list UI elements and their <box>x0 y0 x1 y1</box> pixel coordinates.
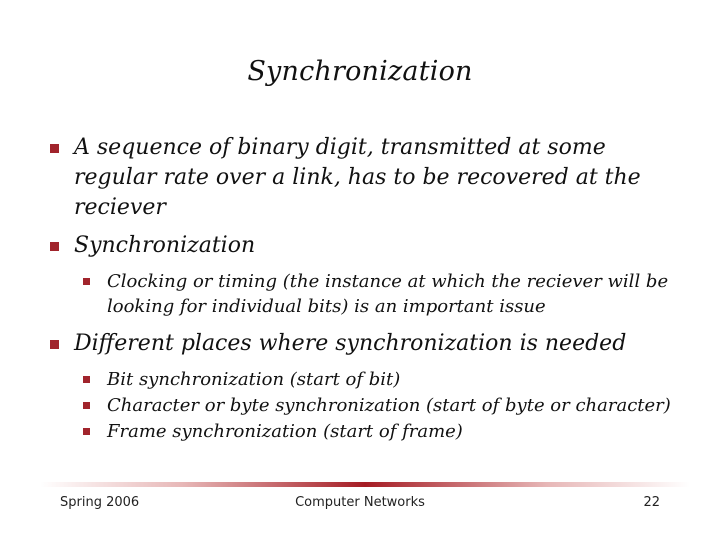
sub-bullet-item <box>83 269 680 319</box>
square-bullet-icon <box>83 428 90 435</box>
bullet-list <box>50 133 680 445</box>
sub-bullet-text: Bit synchronization (start of bit) <box>107 369 401 390</box>
square-bullet-icon <box>83 376 90 383</box>
square-bullet-icon <box>50 242 59 251</box>
square-bullet-icon <box>50 340 59 349</box>
footer-date: Spring 2006 <box>60 495 140 510</box>
sub-bullet-text: Character or byte synchronization (start of byte or character) <box>107 395 671 416</box>
footer-course: Computer Networks <box>295 495 425 510</box>
sub-bullet-list <box>83 367 680 444</box>
sub-bullet-item <box>83 393 680 418</box>
bullet-item <box>50 329 680 359</box>
bullet-item <box>50 231 680 261</box>
square-bullet-icon <box>50 144 59 153</box>
bullet-text: Different places where synchronization is needed <box>74 331 627 356</box>
sub-bullet-list <box>83 269 680 319</box>
bullet-text: A sequence of binary digit, transmitted at some regular rate over a link, has to be recovered at the reciever <box>74 135 641 220</box>
sub-bullet-text: Clocking or timing (the instance at which the reciever will be looking for individual bits) is an important issue <box>107 271 669 317</box>
sub-bullet-text: Frame synchronization (start of frame) <box>107 421 463 442</box>
sub-bullet-item <box>83 367 680 392</box>
slide-number: 22 <box>643 495 660 510</box>
square-bullet-icon <box>83 402 90 409</box>
sub-bullet-item <box>83 419 680 444</box>
bullet-item <box>50 133 680 223</box>
bullet-text: Synchronization <box>74 233 256 258</box>
square-bullet-icon <box>83 278 90 285</box>
footer-divider <box>40 482 690 487</box>
slide-title: Synchronization <box>247 56 473 87</box>
